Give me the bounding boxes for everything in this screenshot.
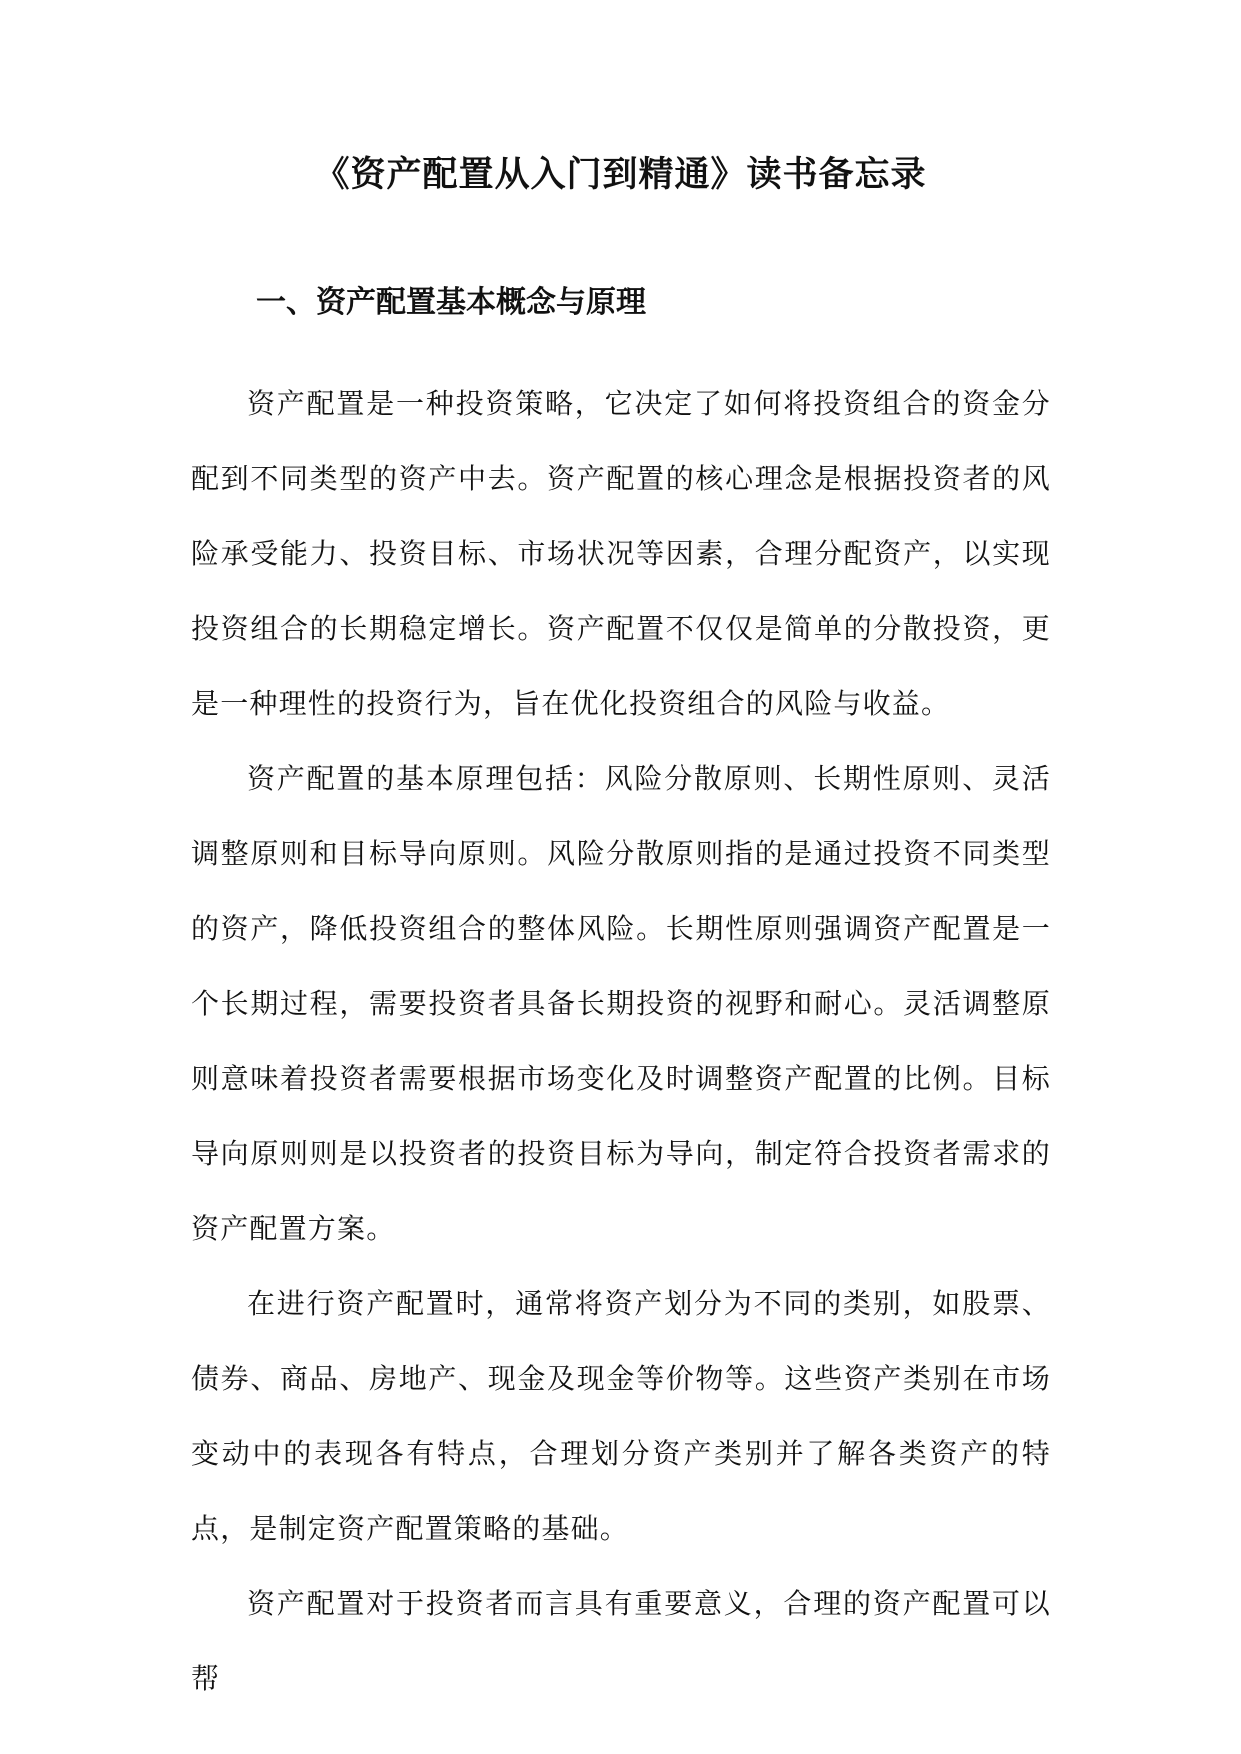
paragraph-asset-classes: 在进行资产配置时，通常将资产划分为不同的类别，如股票、债券、商品、房地产、现金及现金等价物等。这些资产类别在市场变动中的表现各有特点，合理划分资产类别并了解各类资产的特点，是制定资产配置策略的基础。: [191, 1287, 1051, 1545]
paragraph-significance: 资产配置对于投资者而言具有重要意义，合理的资产配置可以帮: [191, 1587, 1051, 1695]
paragraph-principles: 资产配置的基本原理包括：风险分散原则、长期性原则、灵活调整原则和目标导向原则。风险分散原则指的是通过投资不同类型的资产，降低投资组合的整体风险。长期性原则强调资产配置是一个长期过程，需要投资者具备长期投资的视野和耐心。灵活调整原则意味着投资者需要根据市场变化及时调整资产配置的比例。目标导向原则则是以投资者的投资目标为导向，制定符合投资者需求的资产配置方案。: [191, 762, 1051, 1245]
section-heading: 一、资产配置基本概念与原理: [256, 285, 646, 320]
document-title: 《资产配置从入门到精通》读书备忘录: [314, 154, 927, 195]
section-body: [191, 366, 1051, 1716]
paragraph-definition: 资产配置是一种投资策略，它决定了如何将投资组合的资金分配到不同类型的资产中去。资产配置的核心理念是根据投资者的风险承受能力、投资目标、市场状况等因素，合理分配资产，以实现投资组合的长期稳定增长。资产配置不仅仅是简单的分散投资，更是一种理性的投资行为，旨在优化投资组合的风险与收益。: [191, 387, 1051, 720]
